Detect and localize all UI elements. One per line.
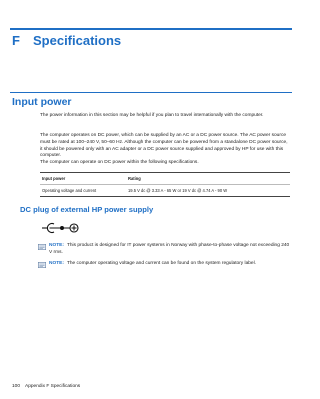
input-power-table bbox=[40, 172, 290, 197]
note-label: NOTE: bbox=[49, 261, 64, 266]
footer-text: Appendix F Specifications bbox=[25, 384, 81, 389]
paragraph-specs-intro: The computer can operate on DC power within the following specifications. bbox=[40, 160, 199, 165]
note-text: The computer operating voltage and current can be found on the system regulatory label. bbox=[66, 261, 256, 266]
note-body bbox=[40, 261, 290, 268]
table-cell-rating: 19.5 V dc @ 3.33 A - 65 W or 19 V dc @ 4.74 A - 90 W bbox=[128, 188, 228, 193]
page-number: 100 bbox=[12, 384, 21, 389]
section-rule bbox=[10, 92, 292, 93]
chapter-title: Specifications bbox=[33, 33, 122, 48]
paragraph-intro: The power information in this section may be helpful if you plan to travel internationally with the computer. bbox=[40, 113, 264, 118]
table-header-row bbox=[40, 173, 290, 184]
chapter-top-rule bbox=[10, 28, 292, 30]
chapter-heading bbox=[12, 33, 121, 48]
note-icon bbox=[38, 244, 46, 250]
note-regulatory-label bbox=[40, 261, 290, 268]
note-icon bbox=[38, 262, 46, 268]
table-row bbox=[40, 185, 290, 196]
subsection-title: DC plug of external HP power supply bbox=[20, 205, 154, 214]
table-header-rating: Rating bbox=[128, 176, 141, 181]
table-cell-operating-voltage: Operating voltage and current bbox=[42, 188, 97, 193]
note-text: This product is designed for IT power systems in Norway with phase-to-phase voltage not exceeding 240 V rms. bbox=[49, 243, 290, 255]
table-bottom-rule bbox=[40, 196, 290, 197]
chapter-letter: F bbox=[12, 33, 20, 48]
note-norway bbox=[40, 243, 290, 257]
paragraph-dc-power: The computer operates on DC power, which can be supplied by an AC or a DC power source. The AC power source must be rated at 100–240 V, 50–60 Hz. Although the computer can be powered from a standalone DC power source, it should be powered only with an AC adapter or a DC power source supplied and approved by HP for use with this computer. bbox=[40, 133, 288, 159]
note-label: NOTE: bbox=[49, 243, 64, 248]
table-header-input-power: Input power bbox=[42, 176, 66, 181]
page-footer bbox=[12, 384, 80, 389]
note-body bbox=[40, 243, 290, 257]
dc-plug-polarity-icon bbox=[40, 221, 84, 235]
section-title: Input power bbox=[12, 96, 72, 108]
